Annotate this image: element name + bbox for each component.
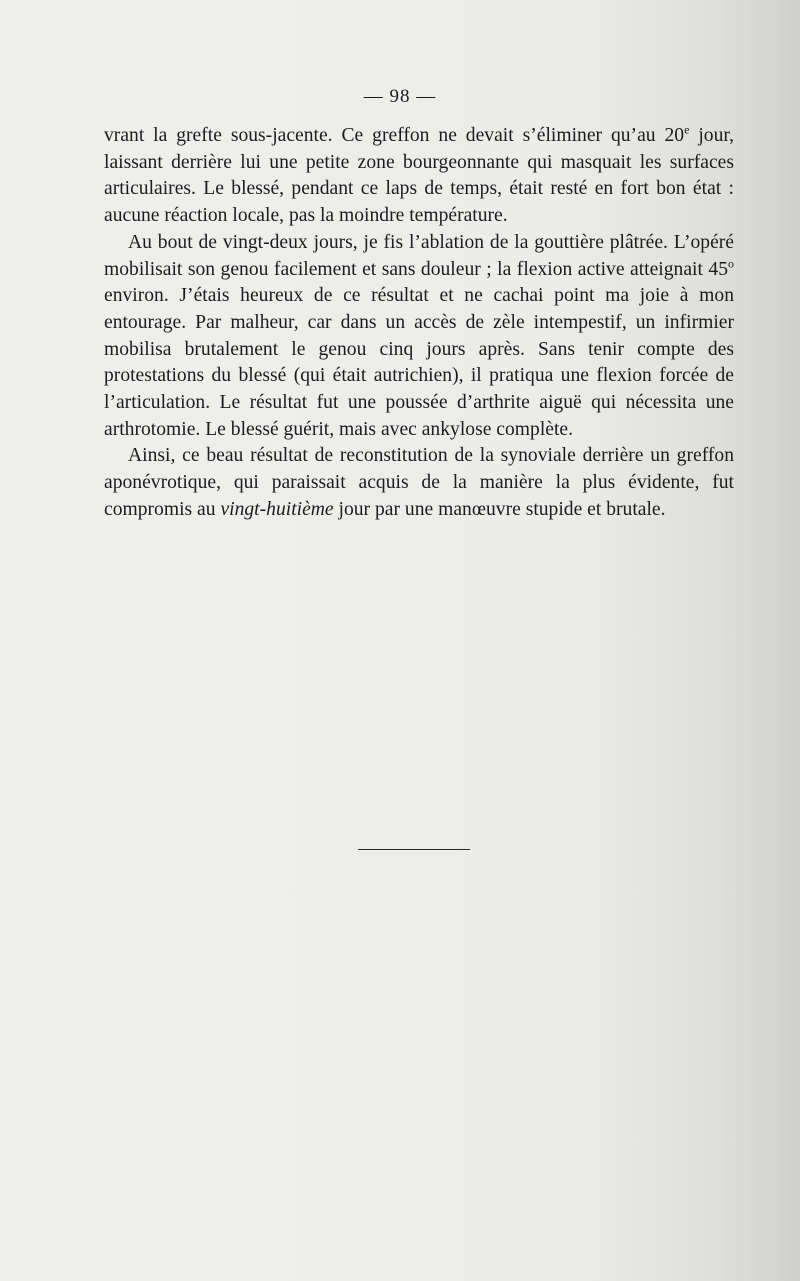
- paragraph-3-text-b: jour par une manœuvre stupide et brutale.: [333, 498, 666, 520]
- paragraph-2-text-b: environ. J’étais heureux de ce résultat et ne cachai point ma joie à mon entourage. Par malheur, car dans un accès de zèle intempestif, un infirmier mobilisa brutalement le genou cinq jours après. Sans tenir compte des protestations du blessé (qui était autrichien), il pratiqua une flexion forcée de l’articulation. Le résultat fut une poussée d’arthrite aiguë qui nécessita une arthrotomie. Le blessé guérit, mais avec ankylose complète.: [104, 285, 734, 440]
- paragraph-1-superscript: e: [684, 122, 690, 137]
- paragraph-3: [104, 443, 734, 523]
- paragraph-1-text-a: vrant la grefte sous-jacente. Ce greffon ne devait s’éliminer qu’au 20: [104, 125, 685, 146]
- paragraph-3-emphasis: vingt-huitième: [220, 498, 334, 520]
- paragraph-2-superscript: o: [728, 255, 734, 270]
- paragraph-2: [104, 230, 734, 444]
- paragraph-2-text-a: Au bout de vingt-deux jours, je fis l’ablation de la gouttière plâtrée. L’opéré mobilisait son genou facilement et sans douleur ; la flexion active atteignait 45: [104, 231, 734, 280]
- paragraph-1: [104, 123, 734, 230]
- paragraph-1-text-b: jour, laissant derrière lui une petite zone bourgeonnante qui masquait les surfaces articulaires. Le blessé, pendant ce laps de temps, était resté en fort bon état : aucune réaction locale, pas la moindre température.: [104, 125, 734, 227]
- page-number: — 98 —: [363, 86, 437, 107]
- section-end-rule: [358, 849, 470, 850]
- paragraph-3-text-a: Ainsi, ce beau résultat de reconstitution de la synoviale derrière un greffon aponévrotique, qui paraissait acquis de la manière la plus évidente, fut compromis au: [104, 445, 734, 520]
- body-text: [104, 123, 734, 524]
